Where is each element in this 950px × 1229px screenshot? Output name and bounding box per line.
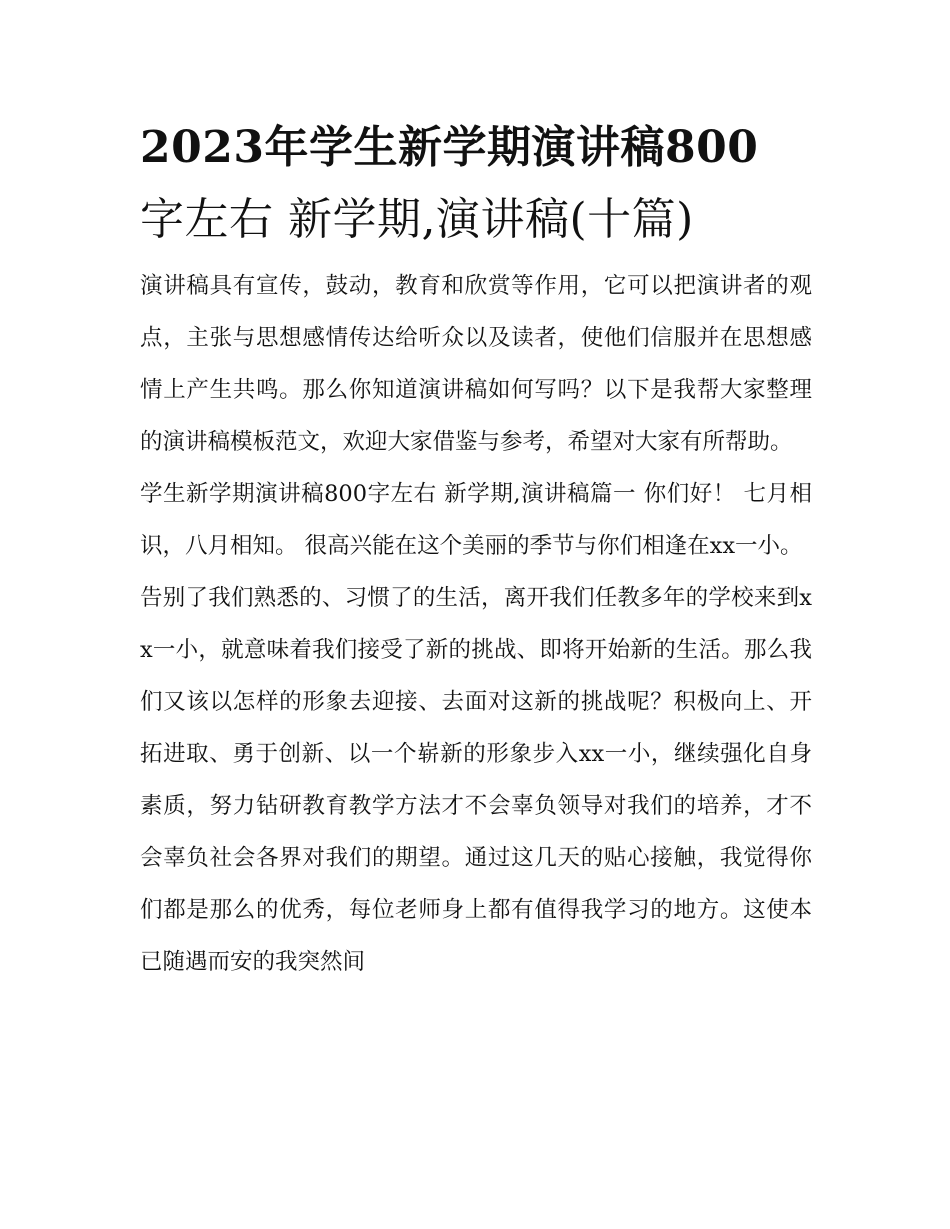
greeting-paragraph: 学生新学期演讲稿800字左右 新学期,演讲稿篇一 你们好！ 七月相识，八月相知。 很高兴能在这个美丽的季节与你们相逢在xx一小。 bbox=[140, 481, 812, 559]
document-title bbox=[140, 112, 812, 256]
title-line-1: 2023年学生新学期演讲稿800 bbox=[140, 122, 759, 173]
title-line-2: 字左右 新学期,演讲稿(十篇) bbox=[140, 194, 694, 245]
body-paragraph: 告别了我们熟悉的、习惯了的生活，离开我们任教多年的学校来到xx一小，就意味着我们接受了新的挑战、即将开始新的生活。那么我们又该以怎样的形象去迎接、去面对这新的挑战呢？积极向上、开拓进取、勇于创新、以一个崭新的形象步入xx一小，继续强化自身素质，努力钻研教育教学方法才不会辜负领导对我们的培养，才不会辜负社会各界对我们的期望。通过这几天的贴心接触，我觉得你们都是那么的优秀，每位老师身上都有值得我学习的地方。这使本已随遇而安的我突然间 bbox=[140, 585, 812, 975]
intro-paragraph: 演讲稿具有宣传，鼓动，教育和欣赏等作用，它可以把演讲者的观点，主张与思想感情传达给听众以及读者，使他们信服并在思想感情上产生共鸣。那么你知道演讲稿如何写吗？以下是我帮大家整理的演讲稿模板范文，欢迎大家借鉴与参考，希望对大家有所帮助。 bbox=[140, 273, 812, 455]
document-body bbox=[140, 112, 812, 988]
